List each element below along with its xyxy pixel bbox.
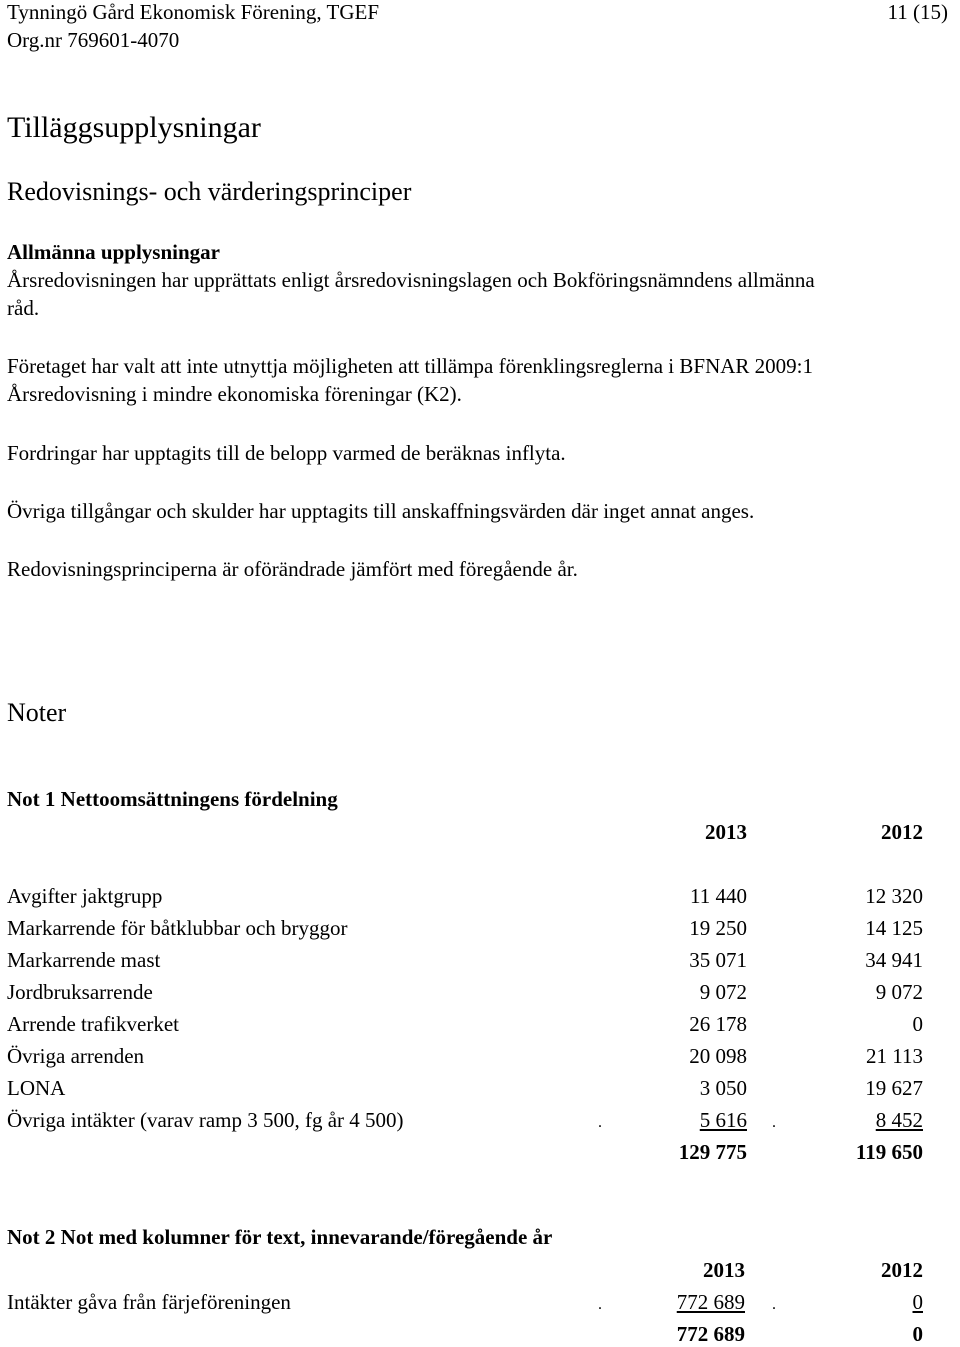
paragraph-4: Övriga tillgångar och skulder har upptagits till anskaffningsvärden där inget annat anges.: [7, 499, 755, 523]
row-value-2012: 9 072: [875, 980, 923, 1004]
row-value-2012: 12 320: [865, 884, 923, 908]
page-number: 11 (15): [887, 0, 948, 24]
row-value-2012: 0: [912, 1012, 923, 1036]
row-value-2012: 19 627: [865, 1076, 923, 1100]
row-label: Övriga intäkter (varav ramp 3 500, fg år 4 500): [7, 1108, 404, 1132]
row-value-2012: 8 452: [875, 1108, 923, 1132]
total-2012: 119 650: [855, 1140, 923, 1164]
org-number: Org.nr 769601-4070: [7, 28, 180, 52]
row-value-2012: 34 941: [865, 948, 923, 972]
total-2013: 772 689: [676, 1322, 745, 1346]
note2-title: Not 2 Not med kolumner för text, innevarande/föregående år: [7, 1225, 553, 1249]
row-value-2013: 35 071: [689, 948, 747, 972]
leader-dot: .: [598, 1114, 602, 1131]
leader-dot: .: [772, 1114, 776, 1131]
paragraph-2-line-1: Företaget har valt att inte utnyttja möjligheten att tillämpa förenklingsreglerna i BFNAR 2009:1: [7, 354, 813, 378]
total-2013: 129 775: [678, 1140, 747, 1164]
row-label: Avgifter jaktgrupp: [7, 884, 163, 908]
row-label: Övriga arrenden: [7, 1044, 145, 1068]
leader-dot: .: [772, 1296, 776, 1313]
paragraph-2-line-2: Årsredovisning i mindre ekonomiska föreningar (K2).: [7, 382, 462, 406]
paragraph-3: Fordringar har upptagits till de belopp varmed de beräknas inflyta.: [7, 441, 566, 465]
notes-title: Noter: [7, 698, 67, 727]
row-value-2012: 21 113: [866, 1044, 923, 1068]
row-label: Markarrende för båtklubbar och bryggor: [7, 916, 348, 940]
note1-col-2012: 2012: [881, 820, 923, 844]
row-value-2013: 20 098: [689, 1044, 747, 1068]
leader-dot: .: [598, 1296, 602, 1313]
note1-title: Not 1 Nettoomsättningens fördelning: [7, 787, 338, 811]
paragraph-1-line-2: råd.: [7, 296, 40, 320]
row-label: LONA: [7, 1076, 66, 1100]
row-value-2013: 3 050: [699, 1076, 747, 1100]
row-label: Jordbruksarrende: [7, 980, 153, 1004]
paragraph-5: Redovisningsprinciperna är oförändrade jämfört med föregående år.: [7, 557, 578, 581]
row-value-2013: 772 689: [676, 1290, 745, 1314]
row-label: Intäkter gåva från färjeföreningen: [7, 1290, 291, 1314]
section-subtitle: Redovisnings- och värderingsprinciper: [7, 177, 412, 206]
general-heading: Allmänna upplysningar: [7, 240, 220, 264]
row-value-2013: 26 178: [689, 1012, 747, 1036]
row-value-2013: 19 250: [689, 916, 747, 940]
note2-col-2013: 2013: [703, 1258, 745, 1282]
paragraph-1-line-1: Årsredovisningen har upprättats enligt årsredovisningslagen och Bokföringsnämndens allmänna: [7, 268, 815, 292]
row-value-2013: 11 440: [690, 884, 747, 908]
row-label: Markarrende mast: [7, 948, 161, 972]
org-name: Tynningö Gård Ekonomisk Förening, TGEF: [7, 0, 380, 24]
section-title: Tilläggsupplysningar: [7, 111, 261, 144]
row-value-2013: 9 072: [699, 980, 747, 1004]
row-label: Arrende trafikverket: [7, 1012, 179, 1036]
row-value-2012: 0: [912, 1290, 923, 1314]
note2-col-2012: 2012: [881, 1258, 923, 1282]
note1-col-2013: 2013: [705, 820, 747, 844]
row-value-2013: 5 616: [699, 1108, 747, 1132]
total-2012: 0: [912, 1322, 923, 1346]
row-value-2012: 14 125: [865, 916, 923, 940]
